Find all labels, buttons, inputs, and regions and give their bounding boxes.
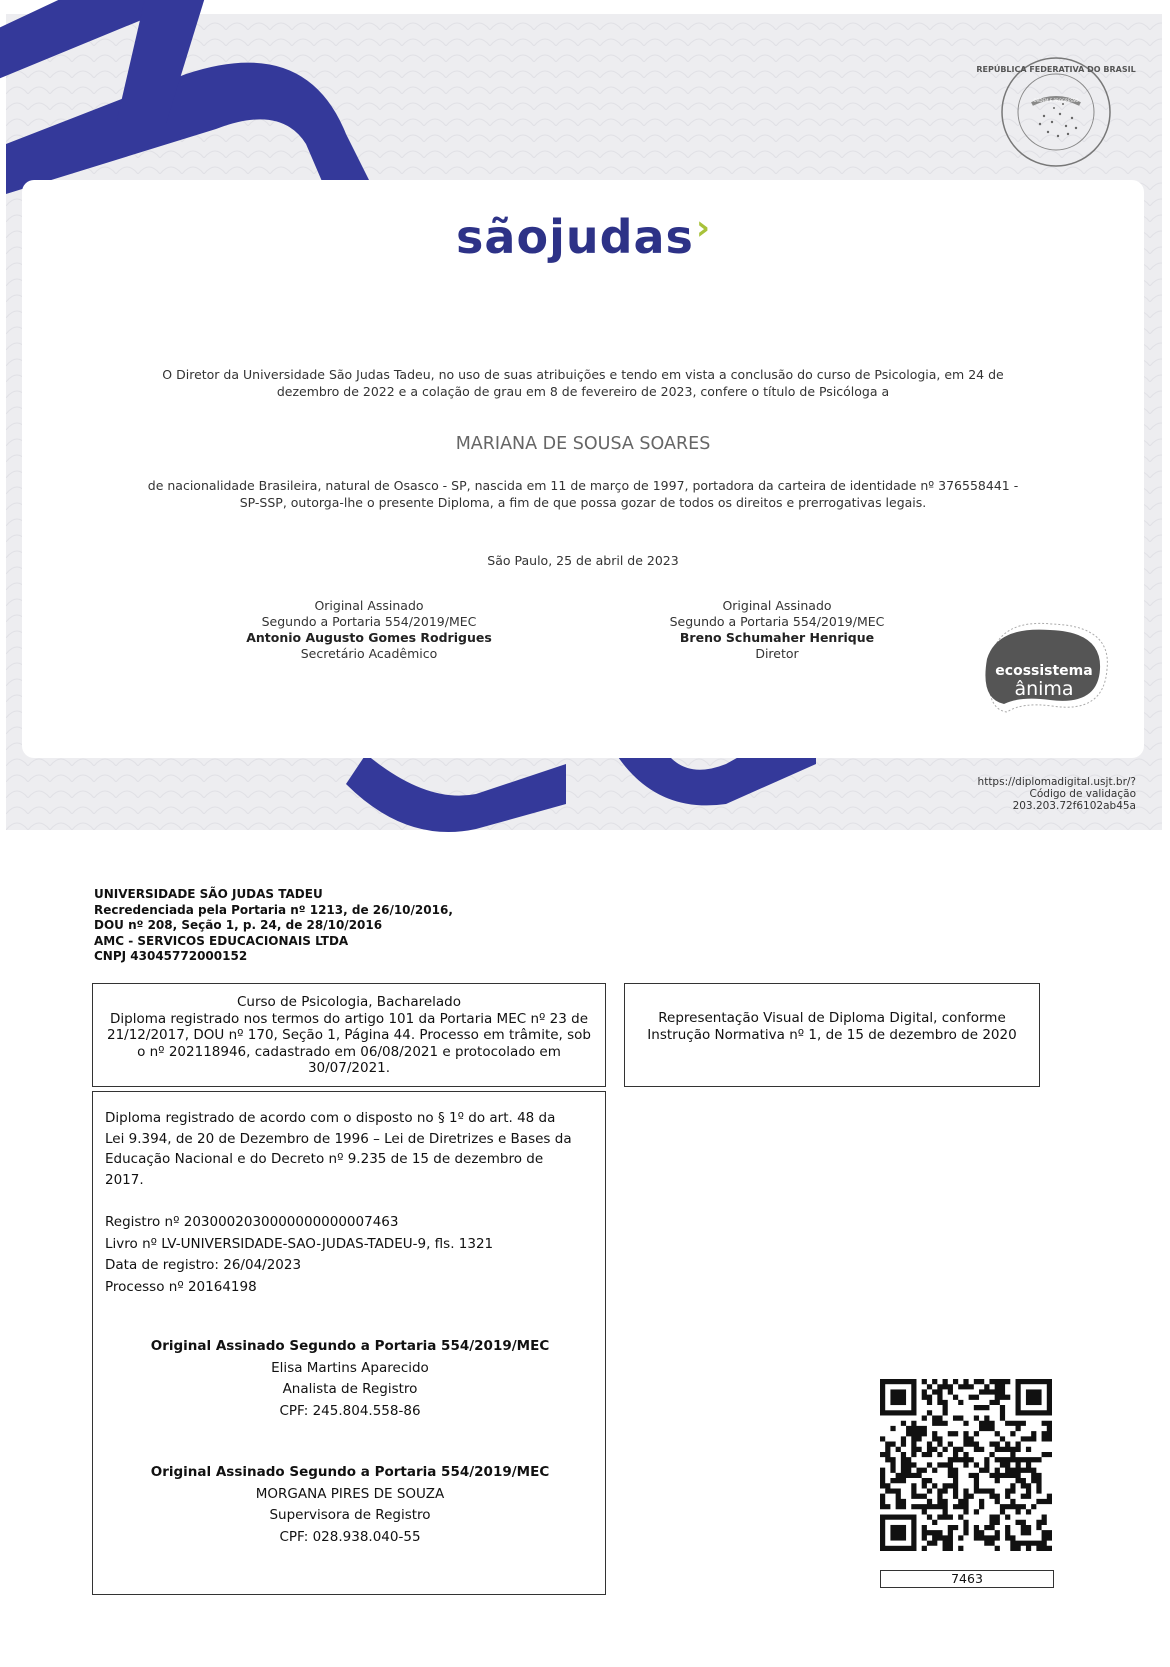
signature-cpf: CPF: 028.938.040-55 (279, 1528, 421, 1545)
institution-header (94, 887, 453, 965)
signature-role: Supervisora de Registro (269, 1507, 431, 1523)
signature-title: Original Assinado Segundo a Portaria 554/2019/MEC (150, 1338, 550, 1354)
signature-role: Secretário Acadêmico (300, 646, 438, 661)
saojudas-logo (22, 210, 1144, 264)
svg-text:REPÚBLICA FEDERATIVA DO BRASIL: REPÚBLICA FEDERATIVA DO BRASIL (976, 65, 1136, 74)
registration-process: Processo nº 20164198 (105, 1278, 257, 1295)
registration-number: Registro nº 2030002030000000000007463 (105, 1214, 399, 1230)
logo-word: sãojudas (456, 210, 694, 264)
institution-line: AMC - SERVICOS EDUCACIONAIS LTDA (94, 933, 349, 948)
logo-chevron-icon: › (695, 208, 710, 248)
validation-code: 203.203.72f6102ab45a (1012, 800, 1136, 812)
registration-signature-supervisor (93, 1462, 607, 1548)
student-name: MARIANA DE SOUSA SOARES (455, 434, 711, 454)
registration-box (92, 1091, 606, 1595)
anima-logo-text (974, 662, 1114, 698)
qr-code-icon[interactable] (880, 1379, 1052, 1551)
registration-details (105, 1212, 575, 1298)
visual-representation-box (624, 983, 1040, 1087)
signature-line1: Original Assinado (722, 598, 832, 613)
signature-director (627, 598, 927, 662)
institution-line: UNIVERSIDADE SÃO JUDAS TADEU (94, 887, 323, 901)
signature-role: Diretor (755, 646, 799, 661)
signature-cpf: CPF: 245.804.558-86 (279, 1402, 421, 1419)
validation-label: Código de validação (1029, 788, 1136, 800)
svg-text:ORDEM E PROGRESSO: ORDEM E PROGRESSO (1033, 98, 1079, 103)
signature-title: Original Assinado Segundo a Portaria 554/2019/MEC (150, 1464, 550, 1480)
registration-paragraph: Diploma registrado de acordo com o disposto no § 1º do art. 48 da Lei 9.394, de 20 de Dezembro de 1996 – Lei de Diretrizes e Bases da Educação Nacional e do Decreto nº 9.235 de 15 de dezembro de 2017. (105, 1110, 572, 1188)
signature-line2: Segundo a Portaria 554/2019/MEC (669, 614, 885, 629)
visual-box-text: Representação Visual de Diploma Digital, conforme Instrução Normativa nº 1, de 15 de dezembro de 2020 (647, 1010, 1017, 1043)
diploma-back (6, 847, 1162, 1663)
signature-role: Analista de Registro (282, 1381, 418, 1397)
signature-name: Antonio Augusto Gomes Rodrigues (246, 630, 492, 645)
diploma-intro-text: O Diretor da Universidade São Judas Tadeu, no uso de suas atribuições e tendo em vista a conclusão do curso de Psicologia, em 24 de dezembro de 2022 e a colação de grau em 8 de fevereiro de 2023, confere o título de Psicóloga a (162, 367, 1004, 399)
institution-line: Recredenciada pela Portaria nº 1213, de 26/10/2016, (94, 902, 453, 917)
validation-url[interactable]: https://diplomadigital.usjt.br/? (977, 776, 1136, 788)
course-box-text: Curso de Psicologia, Bacharelado Diploma registrado nos termos do artigo 101 da Portaria MEC nº 23 de 21/12/2017, DOU nº 170, Seção 1, Página 44. Processo em trâmite, sob o nº 202118946, cadastrado em 06/08/2021 e protocolado em 30/07/2021. (106, 994, 592, 1076)
signature-line2: Segundo a Portaria 554/2019/MEC (261, 614, 477, 629)
signature-name: Breno Schumaher Henrique (679, 630, 875, 645)
course-box (92, 983, 606, 1087)
diploma-front (6, 14, 1162, 830)
anima-line1: ecossistema (995, 663, 1093, 679)
place-date: São Paulo, 25 de abril de 2023 (487, 553, 679, 568)
diploma-details-text: de nacionalidade Brasileira, natural de Osasco - SP, nascida em 11 de março de 1997, portadora da carteira de identidade nº 376558441 - SP-SSP, outorga-lhe o presente Diploma, a fim de que possa gozar de todos os direitos e prerrogativas legais. (147, 478, 1019, 510)
validation-info (978, 776, 1136, 812)
qr-number: 7463 (880, 1570, 1054, 1588)
signature-line1: Original Assinado (314, 598, 424, 613)
anima-line2: ânima (1014, 678, 1074, 700)
institution-line: DOU nº 208, Seção 1, p. 24, de 28/10/2016 (94, 918, 383, 933)
signature-secretary (219, 598, 519, 662)
institution-line: CNPJ 43045772000152 (94, 949, 248, 964)
registration-signature-analyst (93, 1336, 607, 1422)
signature-name: MORGANA PIRES DE SOUZA (255, 1485, 445, 1502)
signature-name: Elisa Martins Aparecido (271, 1359, 429, 1376)
registration-date: Data de registro: 26/04/2023 (105, 1257, 302, 1273)
brazil-seal-icon (976, 44, 1136, 174)
registration-book: Livro nº LV-UNIVERSIDADE-SAO-JUDAS-TADEU-9, fls. 1321 (105, 1235, 494, 1252)
